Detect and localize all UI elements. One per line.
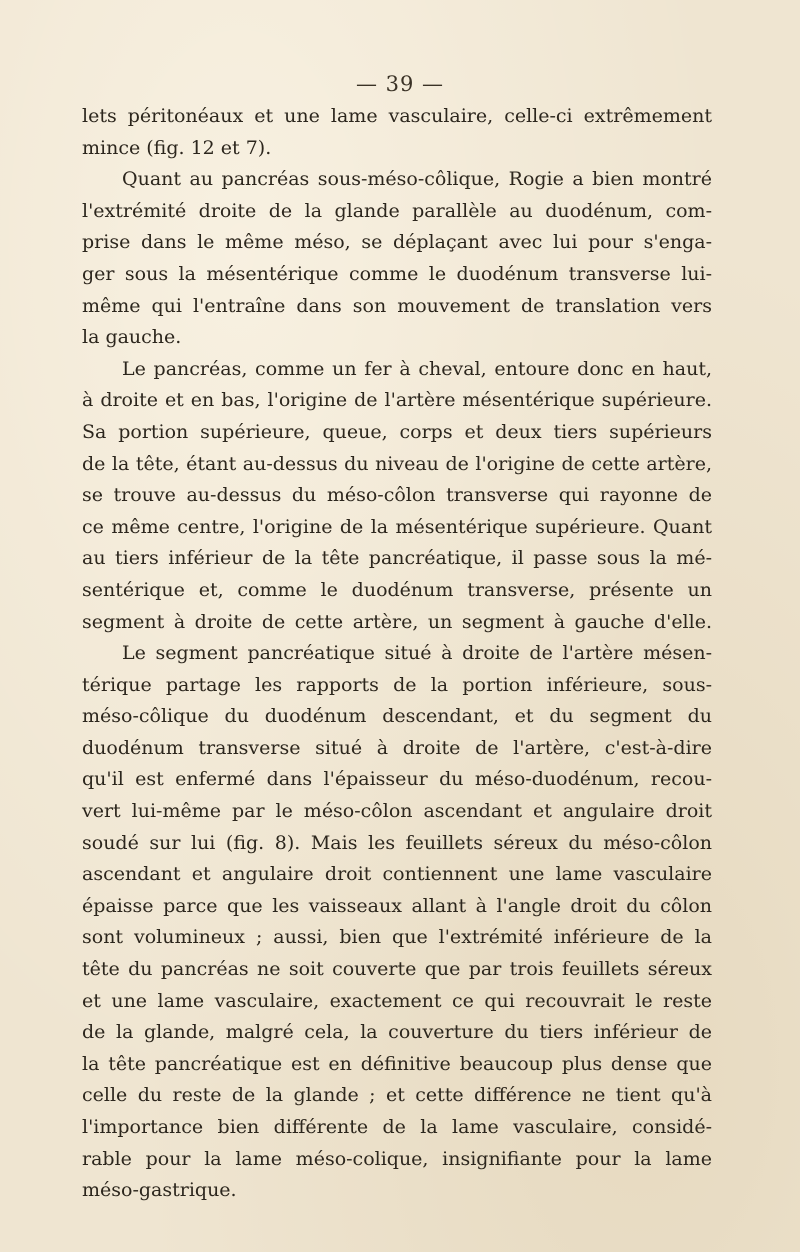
text-line: ger sous la mésentérique comme le duodénum transverse lui- bbox=[82, 262, 712, 285]
text-line: rable pour la lame méso-colique, insignifiante pour la lame bbox=[82, 1147, 712, 1170]
text-line: duodénum transverse situé à droite de l'artère, c'est-à-dire bbox=[82, 736, 712, 759]
text-line: prise dans le même méso, se déplaçant avec lui pour s'enga- bbox=[82, 231, 712, 254]
page-number: — 39 — bbox=[355, 72, 445, 96]
text-line: la tête pancréatique est en définitive beaucoup plus dense que bbox=[82, 1052, 712, 1075]
text-line: l'importance bien différente de la lame vasculaire, considé- bbox=[82, 1116, 712, 1138]
text-line: mince (fig. 12 et 7). bbox=[82, 136, 272, 159]
text-line: à droite et en bas, l'origine de l'artère mésentérique supérieure. bbox=[82, 389, 712, 412]
text-line: épaisse parce que les vaisseaux allant à l'angle droit du côlon bbox=[82, 894, 712, 917]
text-line: l'extrémité droite de la glande parallèle au duodénum, com- bbox=[82, 199, 712, 222]
text-line: au tiers inférieur de la tête pancréatique, il passe sous la mé- bbox=[82, 547, 712, 570]
text-line: Sa portion supérieure, queue, corps et deux tiers supérieurs bbox=[82, 420, 712, 443]
text-line: soudé sur lui (fig. 8). Mais les feuillets séreux du méso-côlon bbox=[82, 831, 712, 854]
text-line: sont volumineux ; aussi, bien que l'extrémité inférieure de la bbox=[82, 926, 712, 949]
text-line: vert lui-même par le méso-côlon ascendant et angulaire droit bbox=[82, 800, 712, 823]
text-line: lets péritonéaux et une lame vasculaire, celle-ci extrêmement bbox=[82, 105, 712, 127]
text-line: Quant au pancréas sous-méso-côlique, Rogie a bien montré bbox=[122, 168, 712, 191]
text-line: se trouve au-dessus du méso-côlon transverse qui rayonne de bbox=[82, 484, 712, 507]
text-line: de la tête, étant au-dessus du niveau de l'origine de cette artère, bbox=[82, 452, 712, 475]
text-line: Le segment pancréatique situé à droite de l'artère mésen- bbox=[122, 642, 712, 665]
text-line: même qui l'entraîne dans son mouvement de translation vers bbox=[82, 294, 712, 317]
text-line: térique partage les rapports de la portion inférieure, sous- bbox=[82, 673, 712, 696]
text-line: ce même centre, l'origine de la mésentérique supérieure. Quant bbox=[82, 515, 712, 538]
text-line: segment à droite de cette artère, un segment à gauche d'elle. bbox=[82, 610, 712, 633]
text-line: qu'il est enfermé dans l'épaisseur du méso-duodénum, recou- bbox=[82, 768, 712, 791]
text-line: sentérique et, comme le duodénum transverse, présente un bbox=[82, 578, 712, 601]
text-line: Le pancréas, comme un fer à cheval, entoure donc en haut, bbox=[122, 357, 712, 380]
body-text bbox=[82, 101, 712, 1207]
text-line: de la glande, malgré cela, la couverture du tiers inférieur de bbox=[82, 1021, 712, 1044]
text-line: méso-gastrique. bbox=[82, 1179, 237, 1202]
text-line: celle du reste de la glande ; et cette différence ne tient qu'à bbox=[82, 1084, 712, 1107]
text-line: tête du pancréas ne soit couverte que par trois feuillets séreux bbox=[82, 958, 712, 981]
text-line: ascendant et angulaire droit contiennent une lame vasculaire bbox=[82, 863, 712, 886]
text-line: et une lame vasculaire, exactement ce qui recouvrait le reste bbox=[82, 989, 712, 1012]
text-line: méso-côlique du duodénum descendant, et du segment du bbox=[82, 705, 712, 728]
text-line: la gauche. bbox=[82, 326, 182, 349]
